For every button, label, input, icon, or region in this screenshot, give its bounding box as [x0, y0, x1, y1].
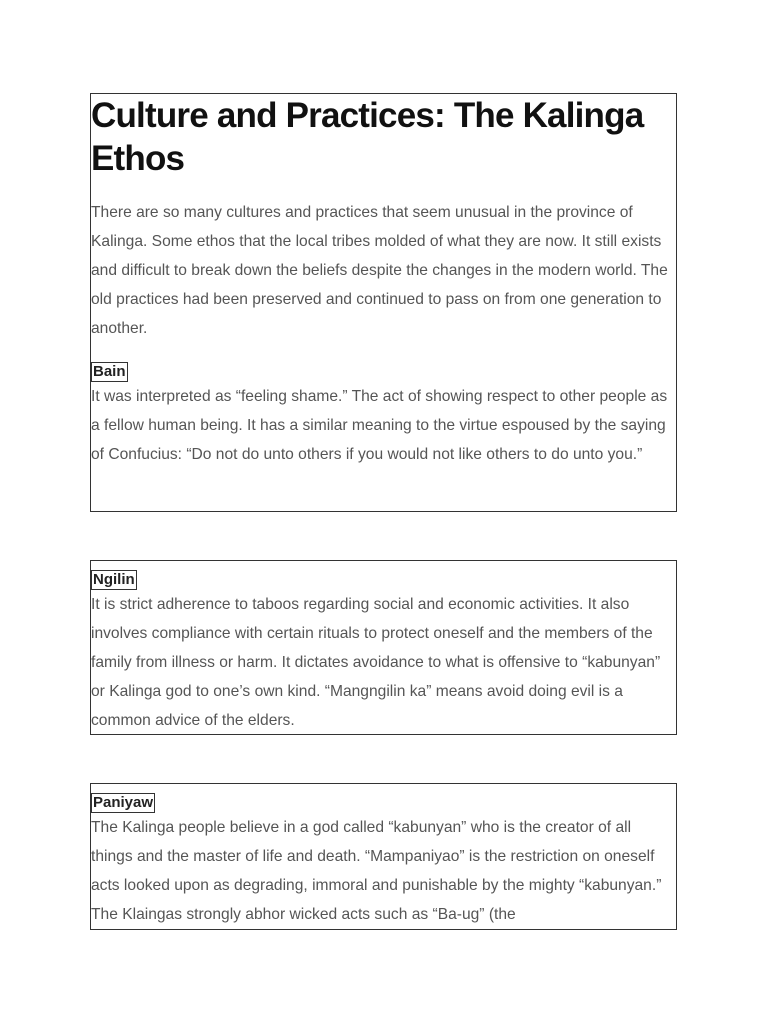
section-heading-row — [91, 789, 676, 813]
section-body-bain: It was interpreted as “feeling shame.” The act of showing respect to other people as a fellow human being. It has a similar meaning to the virtue espoused by the saying of Confucius: “Do not do unto others if you would not like others to do unto you.” — [91, 388, 668, 463]
page-title: Culture and Practices: The Kalinga Ethos — [91, 96, 644, 178]
intro-paragraph: There are so many cultures and practices that seem unusual in the province of Kalinga. Some ethos that the local tribes molded of what they are now. It still exists and difficult to break down the beliefs despite the changes in the modern world. The old practices had been preserved and continued to pass on from one generation to another. — [91, 204, 668, 337]
section-heading-paniyaw: Paniyaw — [93, 794, 154, 811]
section-block-paniyaw — [90, 783, 677, 930]
section-heading-row — [91, 566, 676, 590]
section-body-ngilin: It is strict adherence to taboos regarding social and economic activities. It also involves compliance with certain rituals to protect oneself and the members of the family from illness or harm. It dictates avoidance to what is offensive to “kabunyan” or Kalinga god to one’s own kind. “Mangngilin ka” means avoid doing evil is a common advice of the elders. — [91, 596, 661, 729]
intro-block — [90, 93, 677, 512]
section-heading-row — [91, 358, 676, 382]
section-heading-ngilin: Ngilin — [93, 571, 135, 588]
section-block-ngilin — [90, 560, 677, 735]
section-body-paniyaw: The Kalinga people believe in a god called “kabunyan” who is the creator of all things and the master of life and death. “Mampaniyao” is the restriction on oneself acts looked upon as degrading, immoral and punishable by the mighty “kabunyan.” The Klaingas strongly abhor wicked acts such as “Ba-ug” (the — [91, 819, 662, 923]
section-heading-bain: Bain — [93, 363, 126, 380]
